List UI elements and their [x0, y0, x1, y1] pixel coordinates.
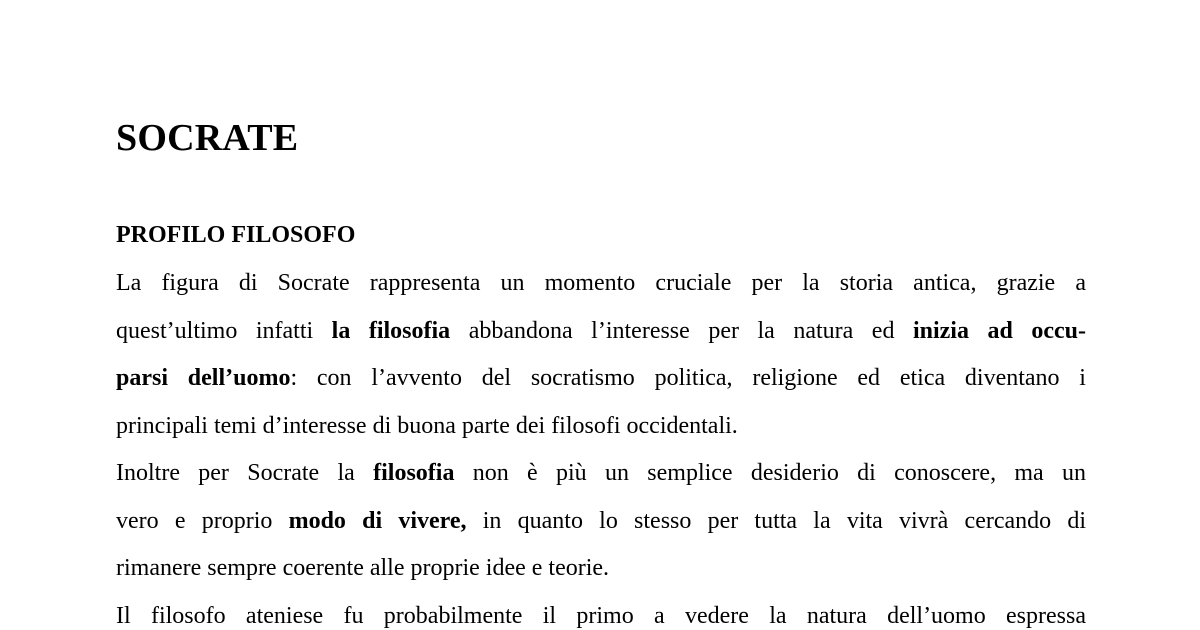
text-line: [116, 260, 1086, 308]
bold-text: la filosofia: [331, 317, 451, 344]
text-line: [116, 545, 1086, 593]
text-segment: Il filosofo ateniese fu probabilmente il primo a vedere la natura dell’uomo espressa: [116, 602, 1086, 629]
text-segment: non è più un semplice desiderio di conoscere, ma un: [454, 460, 1086, 486]
text-segment: La figura di Socrate rappresenta un momento cruciale per la storia antica, grazie a: [116, 270, 1086, 296]
body-text: [116, 260, 1086, 630]
text-line: [116, 593, 1086, 630]
text-segment: vero e proprio: [116, 507, 289, 534]
text-line: [116, 355, 1086, 403]
text-line: [116, 403, 1086, 451]
text-segment: Inoltre per Socrate la: [116, 460, 374, 486]
document-title: SOCRATE: [116, 117, 299, 159]
bold-text: filosofia: [373, 460, 455, 486]
text-segment: rimanere sempre coerente alle proprie idee e teorie.: [116, 555, 610, 581]
text-line: [116, 498, 1086, 546]
bold-text: inizia ad occu-: [912, 317, 1086, 344]
text-segment: quest’ultimo infatti: [116, 317, 332, 344]
section-heading: PROFILO FILOSOFO: [116, 222, 356, 248]
bold-text: modo di vivere,: [288, 507, 467, 534]
text-line: [116, 308, 1086, 356]
text-segment: : con l’avvento del socratismo politica, religione ed etica diventano i: [290, 365, 1086, 391]
text-segment: in quanto lo stesso per tutta la vita vivrà cercando di: [466, 507, 1086, 534]
text-line: [116, 450, 1086, 498]
text-segment: principali temi d’interesse di buona parte dei filosofi occidentali.: [116, 412, 738, 439]
bold-text: parsi dell’uomo: [116, 365, 291, 391]
text-segment: abbandona l’interesse per la natura ed: [450, 317, 913, 344]
